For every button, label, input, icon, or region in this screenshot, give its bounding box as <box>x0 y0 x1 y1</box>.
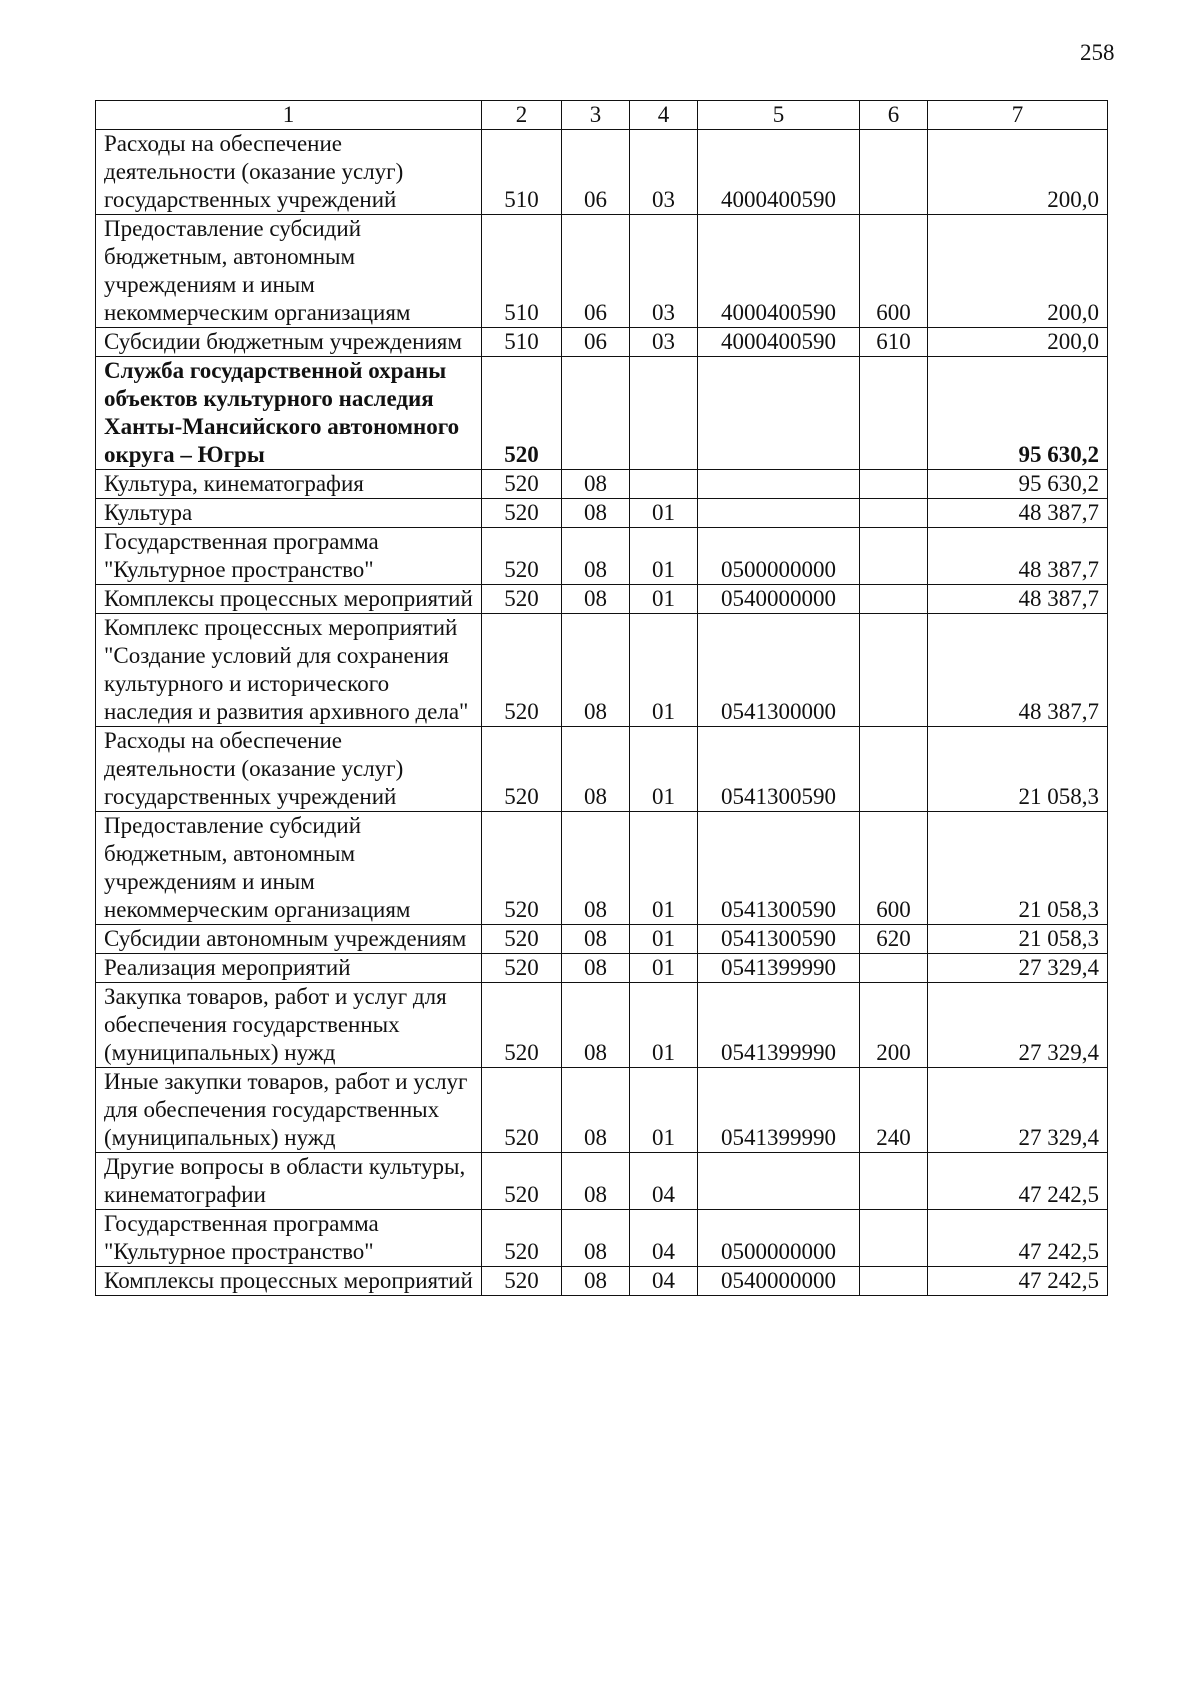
row-amount-cell: 47 242,5 <box>928 1153 1108 1210</box>
row-type-cell: 240 <box>860 1068 928 1153</box>
row-type-cell <box>860 357 928 470</box>
row-name-cell: Предоставление субсидий бюджетным, автономным учреждениям и иным некоммерческим организациям <box>96 215 482 328</box>
row-section-cell: 08 <box>562 954 630 983</box>
table-row <box>96 925 1108 954</box>
row-code-cell: 520 <box>482 499 562 528</box>
row-name-cell: Служба государственной охраны объектов культурного наследия Ханты-Мансийского автономного округа – Югры <box>96 357 482 470</box>
row-name-cell: Государственная программа "Культурное пространство" <box>96 528 482 585</box>
table-row <box>96 614 1108 727</box>
row-subsection-cell: 01 <box>630 614 698 727</box>
table-row <box>96 954 1108 983</box>
row-subsection-cell: 03 <box>630 130 698 215</box>
row-type-cell: 610 <box>860 328 928 357</box>
row-name-cell: Комплексы процессных мероприятий <box>96 1267 482 1296</box>
row-section-cell: 08 <box>562 1068 630 1153</box>
row-type-cell <box>860 499 928 528</box>
row-target-cell <box>698 1153 860 1210</box>
row-target-cell: 0500000000 <box>698 528 860 585</box>
row-subsection-cell: 01 <box>630 925 698 954</box>
row-subsection-cell: 01 <box>630 528 698 585</box>
header-cell: 1 <box>96 101 482 130</box>
header-cell: 5 <box>698 101 860 130</box>
table-row <box>96 983 1108 1068</box>
row-amount-cell: 47 242,5 <box>928 1210 1108 1267</box>
table-row <box>96 1153 1108 1210</box>
row-type-cell <box>860 585 928 614</box>
row-name-cell: Иные закупки товаров, работ и услуг для обеспечения государственных (муниципальных) нужд <box>96 1068 482 1153</box>
row-code-cell: 510 <box>482 328 562 357</box>
row-type-cell <box>860 1153 928 1210</box>
row-type-cell <box>860 727 928 812</box>
row-type-cell <box>860 470 928 499</box>
row-target-cell: 0500000000 <box>698 1210 860 1267</box>
table-row <box>96 328 1108 357</box>
row-amount-cell: 21 058,3 <box>928 727 1108 812</box>
row-section-cell: 08 <box>562 528 630 585</box>
row-name-cell: Закупка товаров, работ и услуг для обеспечения государственных (муниципальных) нужд <box>96 983 482 1068</box>
row-amount-cell: 27 329,4 <box>928 983 1108 1068</box>
row-amount-cell: 21 058,3 <box>928 812 1108 925</box>
row-name-cell: Другие вопросы в области культуры, кинематографии <box>96 1153 482 1210</box>
row-subsection-cell: 01 <box>630 499 698 528</box>
header-cell: 6 <box>860 101 928 130</box>
row-section-cell: 08 <box>562 614 630 727</box>
row-section-cell: 08 <box>562 470 630 499</box>
row-name-cell: Расходы на обеспечение деятельности (оказание услуг) государственных учреждений <box>96 130 482 215</box>
row-name-cell: Субсидии автономным учреждениям <box>96 925 482 954</box>
row-name-cell: Культура, кинематография <box>96 470 482 499</box>
row-type-cell <box>860 954 928 983</box>
row-subsection-cell <box>630 357 698 470</box>
budget-table <box>95 100 1108 1296</box>
row-subsection-cell: 04 <box>630 1153 698 1210</box>
row-subsection-cell: 01 <box>630 1068 698 1153</box>
row-code-cell: 510 <box>482 215 562 328</box>
row-amount-cell: 27 329,4 <box>928 954 1108 983</box>
row-name-cell: Субсидии бюджетным учреждениям <box>96 328 482 357</box>
row-target-cell <box>698 357 860 470</box>
row-target-cell: 0541300000 <box>698 614 860 727</box>
row-subsection-cell: 01 <box>630 812 698 925</box>
row-name-cell: Расходы на обеспечение деятельности (оказание услуг) государственных учреждений <box>96 727 482 812</box>
table-row <box>96 1267 1108 1296</box>
row-section-cell: 08 <box>562 499 630 528</box>
row-type-cell <box>860 528 928 585</box>
row-code-cell: 520 <box>482 812 562 925</box>
row-name-cell: Комплексы процессных мероприятий <box>96 585 482 614</box>
row-type-cell: 600 <box>860 215 928 328</box>
row-target-cell: 0541399990 <box>698 954 860 983</box>
table-row <box>96 1068 1108 1153</box>
row-amount-cell: 48 387,7 <box>928 528 1108 585</box>
row-target-cell: 0540000000 <box>698 1267 860 1296</box>
row-code-cell: 520 <box>482 1210 562 1267</box>
row-code-cell: 520 <box>482 470 562 499</box>
row-amount-cell: 200,0 <box>928 130 1108 215</box>
row-amount-cell: 200,0 <box>928 215 1108 328</box>
row-code-cell: 520 <box>482 528 562 585</box>
row-amount-cell: 48 387,7 <box>928 499 1108 528</box>
row-amount-cell: 95 630,2 <box>928 357 1108 470</box>
row-code-cell: 520 <box>482 1267 562 1296</box>
row-name-cell: Государственная программа "Культурное пространство" <box>96 1210 482 1267</box>
row-type-cell: 600 <box>860 812 928 925</box>
table-row <box>96 357 1108 470</box>
row-target-cell: 0540000000 <box>698 585 860 614</box>
row-target-cell: 0541300590 <box>698 727 860 812</box>
row-code-cell: 520 <box>482 954 562 983</box>
table-row <box>96 528 1108 585</box>
row-subsection-cell: 04 <box>630 1210 698 1267</box>
row-section-cell: 08 <box>562 727 630 812</box>
table-row <box>96 812 1108 925</box>
row-type-cell: 620 <box>860 925 928 954</box>
row-section-cell: 08 <box>562 1267 630 1296</box>
row-section-cell: 08 <box>562 925 630 954</box>
table-row <box>96 130 1108 215</box>
row-section-cell <box>562 357 630 470</box>
row-code-cell: 520 <box>482 983 562 1068</box>
row-code-cell: 520 <box>482 1068 562 1153</box>
row-code-cell: 520 <box>482 727 562 812</box>
row-target-cell: 4000400590 <box>698 215 860 328</box>
row-target-cell: 0541399990 <box>698 983 860 1068</box>
row-type-cell: 200 <box>860 983 928 1068</box>
row-code-cell: 520 <box>482 1153 562 1210</box>
row-code-cell: 520 <box>482 925 562 954</box>
header-row <box>96 101 1108 130</box>
row-amount-cell: 200,0 <box>928 328 1108 357</box>
header-cell: 3 <box>562 101 630 130</box>
row-amount-cell: 48 387,7 <box>928 585 1108 614</box>
row-amount-cell: 47 242,5 <box>928 1267 1108 1296</box>
row-target-cell: 4000400590 <box>698 130 860 215</box>
table-row <box>96 727 1108 812</box>
row-name-cell: Предоставление субсидий бюджетным, автономным учреждениям и иным некоммерческим организациям <box>96 812 482 925</box>
row-code-cell: 520 <box>482 614 562 727</box>
row-subsection-cell: 01 <box>630 727 698 812</box>
row-section-cell: 06 <box>562 130 630 215</box>
row-target-cell: 0541300590 <box>698 812 860 925</box>
row-subsection-cell: 01 <box>630 954 698 983</box>
row-section-cell: 08 <box>562 585 630 614</box>
table-row <box>96 1210 1108 1267</box>
row-target-cell <box>698 470 860 499</box>
row-section-cell: 06 <box>562 328 630 357</box>
header-cell: 4 <box>630 101 698 130</box>
table-row <box>96 585 1108 614</box>
header-cell: 2 <box>482 101 562 130</box>
row-code-cell: 520 <box>482 585 562 614</box>
row-amount-cell: 95 630,2 <box>928 470 1108 499</box>
row-target-cell <box>698 499 860 528</box>
row-name-cell: Культура <box>96 499 482 528</box>
row-name-cell: Комплекс процессных мероприятий "Создание условий для сохранения культурного и исторического наследия и развития архивного дела" <box>96 614 482 727</box>
row-type-cell <box>860 614 928 727</box>
row-subsection-cell: 01 <box>630 983 698 1068</box>
row-subsection-cell: 03 <box>630 215 698 328</box>
row-section-cell: 08 <box>562 812 630 925</box>
row-type-cell <box>860 1267 928 1296</box>
header-cell: 7 <box>928 101 1108 130</box>
row-amount-cell: 48 387,7 <box>928 614 1108 727</box>
row-target-cell: 0541399990 <box>698 1068 860 1153</box>
table-body <box>96 130 1108 1296</box>
row-code-cell: 510 <box>482 130 562 215</box>
row-subsection-cell: 04 <box>630 1267 698 1296</box>
row-code-cell: 520 <box>482 357 562 470</box>
row-amount-cell: 27 329,4 <box>928 1068 1108 1153</box>
row-amount-cell: 21 058,3 <box>928 925 1108 954</box>
row-type-cell <box>860 1210 928 1267</box>
row-section-cell: 08 <box>562 1153 630 1210</box>
row-target-cell: 0541300590 <box>698 925 860 954</box>
row-subsection-cell: 01 <box>630 585 698 614</box>
row-section-cell: 08 <box>562 1210 630 1267</box>
table-row <box>96 499 1108 528</box>
row-section-cell: 06 <box>562 215 630 328</box>
row-section-cell: 08 <box>562 983 630 1068</box>
table-row <box>96 470 1108 499</box>
row-target-cell: 4000400590 <box>698 328 860 357</box>
page-number: 258 <box>1080 40 1115 65</box>
row-subsection-cell: 03 <box>630 328 698 357</box>
table-row <box>96 215 1108 328</box>
row-subsection-cell <box>630 470 698 499</box>
row-type-cell <box>860 130 928 215</box>
row-name-cell: Реализация мероприятий <box>96 954 482 983</box>
